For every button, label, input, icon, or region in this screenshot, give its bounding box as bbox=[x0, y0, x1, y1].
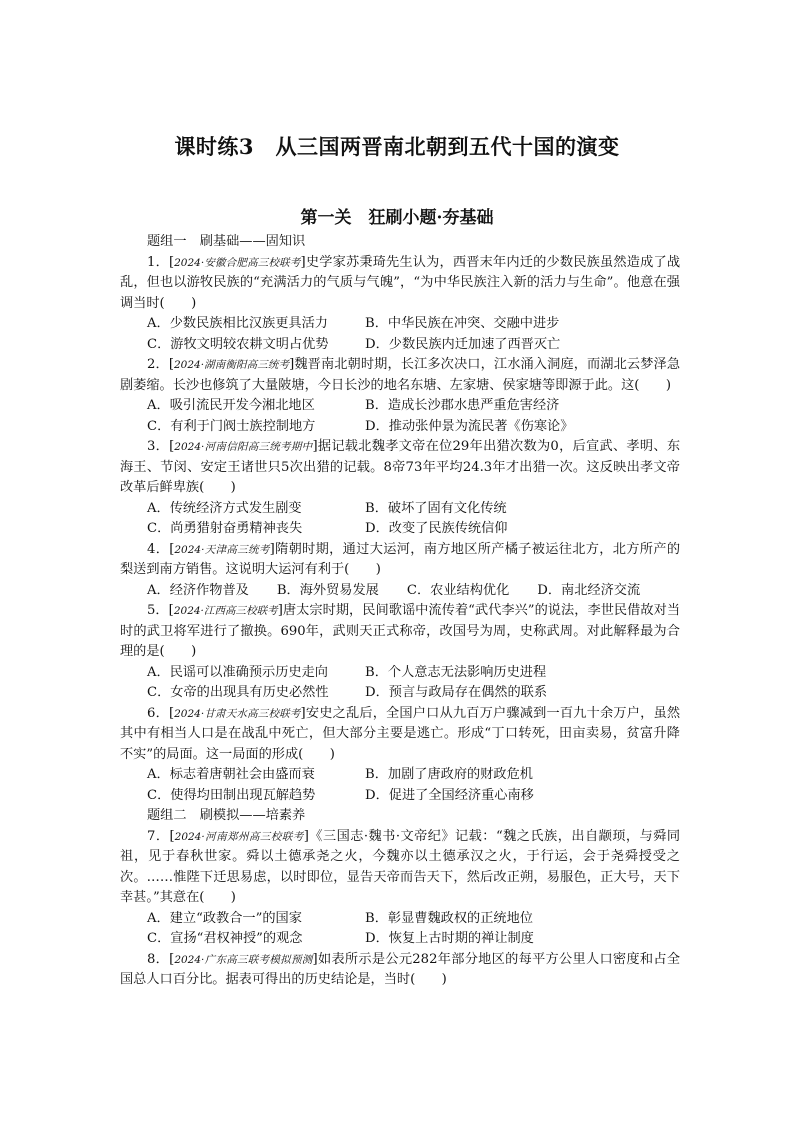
group-title: 题组一 刷基础——固知识 bbox=[147, 234, 306, 249]
question-stem: 隋朝时期，通过大运河，南方地区所产橘子被运往北方，北方所产的梨送到南方销售。这说明大运河有利于( ) bbox=[120, 541, 681, 577]
question-number: 4． bbox=[147, 541, 170, 557]
answer-option[interactable]: C．宣扬“君权神授”的观念 bbox=[147, 931, 303, 946]
answer-option[interactable]: D．预言与政局存在偶然的联系 bbox=[365, 685, 548, 700]
answer-option[interactable]: B．中华民族在冲突、交融中进步 bbox=[365, 316, 560, 331]
question-stem: 魏晋南北朝时期，长江多次决口，江水涌入洞庭，而湖北云梦泽急剧萎缩。长沙也修筑了大量陂塘，今日长沙的地名东塘、左家塘、侯家塘等即源于此。这( ) bbox=[120, 357, 681, 393]
answer-option[interactable]: B．破坏了固有文化传统 bbox=[365, 500, 507, 516]
answer-option[interactable]: C．尚勇猎射奋勇精神丧失 bbox=[147, 521, 303, 536]
answer-option[interactable]: A．标志着唐朝社会由盛而衰 bbox=[147, 767, 315, 782]
option-list bbox=[120, 314, 680, 355]
option-list bbox=[120, 581, 680, 602]
question: 5．[2024·江西高三校联考]唐太宗时期，民间歌谣中流传着“武代李兴”的说法，李世民借故对当时的武卫将军进行了撤换。690年，武则天正式称帝，改国号为周，史称武周。对此解释最为合理的是( ) bbox=[120, 603, 681, 659]
answer-option[interactable]: D．恢复上古时期的禅让制度 bbox=[365, 931, 534, 946]
answer-option[interactable]: C．农业结构优化 bbox=[406, 582, 510, 598]
answer-option[interactable]: D．改变了民族传统信仰 bbox=[365, 521, 508, 536]
question-stem: 史学家苏秉琦先生认为，西晋末年内迁的少数民族虽然造成了战乱，但也以游牧民族的“充满活力的气质与气魄”，“为中华民族注入新的活力与生命”。他意在强调当时( ) bbox=[120, 254, 681, 311]
section-title: 第一关 狂刷小题·夯基础 bbox=[300, 208, 494, 228]
question: 2．[2024·湖南衡阳高三统考]魏晋南北朝时期，长江多次决口，江水涌入洞庭，而湖北云梦泽急剧萎缩。长沙也修筑了大量陂塘，今日长沙的地名东塘、左家塘、侯家塘等即源于此。这( ) bbox=[120, 357, 681, 393]
question-stem: 据记载北魏孝文帝在位29年出猎次数为0，后宣武、孝明、东海王、节闵、安定王诸世只5次出猎的记载。8帝73年平均24.3年才出猎一次。这反映出孝文帝改革后鲜卑族( ) bbox=[120, 439, 681, 495]
question-stem: 《三国志·魏书·文帝纪》记载：“魏之氏族，出自颛顼，与舜同祖，见于春秋世家。舜以土德承尧之火，今魏亦以土德承汉之火，于行运，会于尧舜授受之次。……惟陛下迁思易虑，以时即位，显告天帝而告天下，然后改正朔，易服色，正大号，天下幸甚。”其意在( ) bbox=[120, 828, 681, 905]
question-list bbox=[120, 232, 680, 991]
option-list bbox=[120, 909, 680, 950]
question-number: 7． bbox=[147, 828, 170, 844]
question-source: 2024·天津高三统考 bbox=[174, 543, 270, 556]
question-number: 2． bbox=[147, 357, 169, 372]
question: 1．[2024·安徽合肥高三校联考]史学家苏秉琦先生认为，西晋末年内迁的少数民族虽然造成了战乱，但也以游牧民族的“充满活力的气质与气魄”，“为中华民族注入新的活力与生命”。他意在强调当时( ) bbox=[120, 254, 681, 311]
answer-option[interactable]: D．少数民族内迁加速了西晋灭亡 bbox=[365, 336, 561, 352]
answer-option[interactable]: A．民谣可以准确预示历史走向 bbox=[147, 664, 328, 680]
answer-option[interactable]: B．海外贸易发展 bbox=[276, 582, 379, 598]
question-source: 2024·河南信阳高三统考期中 bbox=[174, 441, 313, 453]
question-number: 5． bbox=[147, 603, 169, 618]
question: 4．[2024·天津高三统考]隋朝时期，通过大运河，南方地区所产橘子被运往北方，北方所产的梨送到南方销售。这说明大运河有利于( ) bbox=[120, 541, 681, 577]
question: 7．[2024·河南郑州高三校联考]《三国志·魏书·文帝纪》记载：“魏之氏族，出自颛顼，与舜同祖，见于春秋世家。舜以土德承尧之火，今魏亦以土德承汉之火，于行运，会于尧舜授受之次。……惟陛下迁思易虑，以时即位，显告天帝而告天下，然后改正朔，易服色，正大号，天下幸甚。”其意在( ) bbox=[120, 828, 681, 905]
option-list bbox=[120, 499, 680, 540]
question-source: 2024·江西高三校联考 bbox=[173, 605, 278, 617]
answer-option[interactable]: A．传统经济方式发生剧变 bbox=[147, 500, 302, 516]
answer-option[interactable]: D．南北经济交流 bbox=[537, 582, 641, 598]
question-number: 3． bbox=[147, 439, 170, 454]
question-source: 2024·河南郑州高三校联考 bbox=[174, 830, 304, 843]
page-title: 课时练3 从三国两晋南北朝到五代十国的演变 bbox=[174, 134, 620, 159]
question-number: 1． bbox=[147, 254, 169, 270]
answer-option[interactable]: B．个人意志无法影响历史进程 bbox=[365, 664, 547, 680]
option-list bbox=[120, 765, 680, 806]
question-number: 6． bbox=[147, 705, 169, 721]
answer-option[interactable]: D．推动张仲景为流民著《伤寒论》 bbox=[365, 418, 574, 434]
answer-option[interactable]: A．建立“政教合一”的国家 bbox=[147, 910, 302, 926]
group-title: 题组二 刷模拟——培素养 bbox=[147, 808, 306, 823]
answer-option[interactable]: A．吸引流民开发今湘北地区 bbox=[147, 398, 315, 413]
question: 3．[2024·河南信阳高三统考期中]据记载北魏孝文帝在位29年出猎次数为0，后宣武、孝明、东海王、节闵、安定王诸世只5次出猎的记载。8帝73年平均24.3年才出猎一次。这反映出孝文帝改革后鲜卑族( ) bbox=[120, 439, 681, 495]
answer-option[interactable]: A．少数民族相比汉族更具活力 bbox=[147, 316, 328, 331]
question-source: 2024·广东高三联考模拟预测 bbox=[174, 953, 313, 966]
answer-option[interactable]: C．女帝的出现具有历史必然性 bbox=[147, 685, 329, 700]
question: 8．[2024·广东高三联考模拟预测]如表所示是公元282年部分地区的每平方公里人口密度和占全国总人口百分比。据表可得出的历史结论是，当时( ) bbox=[120, 951, 681, 987]
answer-option[interactable]: B．造成长沙郡水患严重危害经济 bbox=[365, 398, 560, 413]
question-source: 2024·甘肃天水高三校联考 bbox=[174, 707, 301, 720]
answer-option[interactable]: C．游牧文明较农耕文明占优势 bbox=[147, 336, 329, 352]
answer-option[interactable]: C．有利于门阀士族控制地方 bbox=[147, 418, 316, 434]
answer-option[interactable]: B．加剧了唐政府的财政危机 bbox=[365, 767, 533, 782]
question-stem: 唐太宗时期，民间歌谣中流传着“武代李兴”的说法，李世民借故对当时的武卫将军进行了撤换。690年，武则天正式称帝，改国号为周，史称武周。对此解释最为合理的是( ) bbox=[120, 603, 681, 659]
question-stem: 如表所示是公元282年部分地区的每平方公里人口密度和占全国总人口百分比。据表可得出的历史结论是，当时( ) bbox=[120, 951, 681, 987]
question-stem: 安史之乱后，全国户口从九百万户骤减到一百九十余万户，虽然其中有相当人口是在战乱中死亡，但大部分主要是逃亡。形成“丁口转死，田亩卖易，贫富升降不实”的局面。这一局面的形成( ) bbox=[120, 705, 681, 762]
question-source: 2024·安徽合肥高三校联考 bbox=[174, 256, 301, 269]
answer-option[interactable]: D．促进了全国经济重心南移 bbox=[365, 787, 534, 803]
question: 6．[2024·甘肃天水高三校联考]安史之乱后，全国户口从九百万户骤减到一百九十余万户，虽然其中有相当人口是在战乱中死亡，但大部分主要是逃亡。形成“丁口转死，田亩卖易，贫富升降不实”的局面。这一局面的形成( ) bbox=[120, 705, 681, 762]
answer-option[interactable]: A．经济作物普及 bbox=[147, 582, 249, 598]
question-source: 2024·湖南衡阳高三统考 bbox=[173, 359, 290, 371]
answer-option[interactable]: C．使得均田制出现瓦解趋势 bbox=[147, 787, 316, 803]
question-number: 8． bbox=[147, 951, 170, 967]
option-list bbox=[120, 396, 680, 437]
answer-option[interactable]: B．彰显曹魏政权的正统地位 bbox=[365, 910, 533, 926]
option-list bbox=[120, 663, 680, 704]
